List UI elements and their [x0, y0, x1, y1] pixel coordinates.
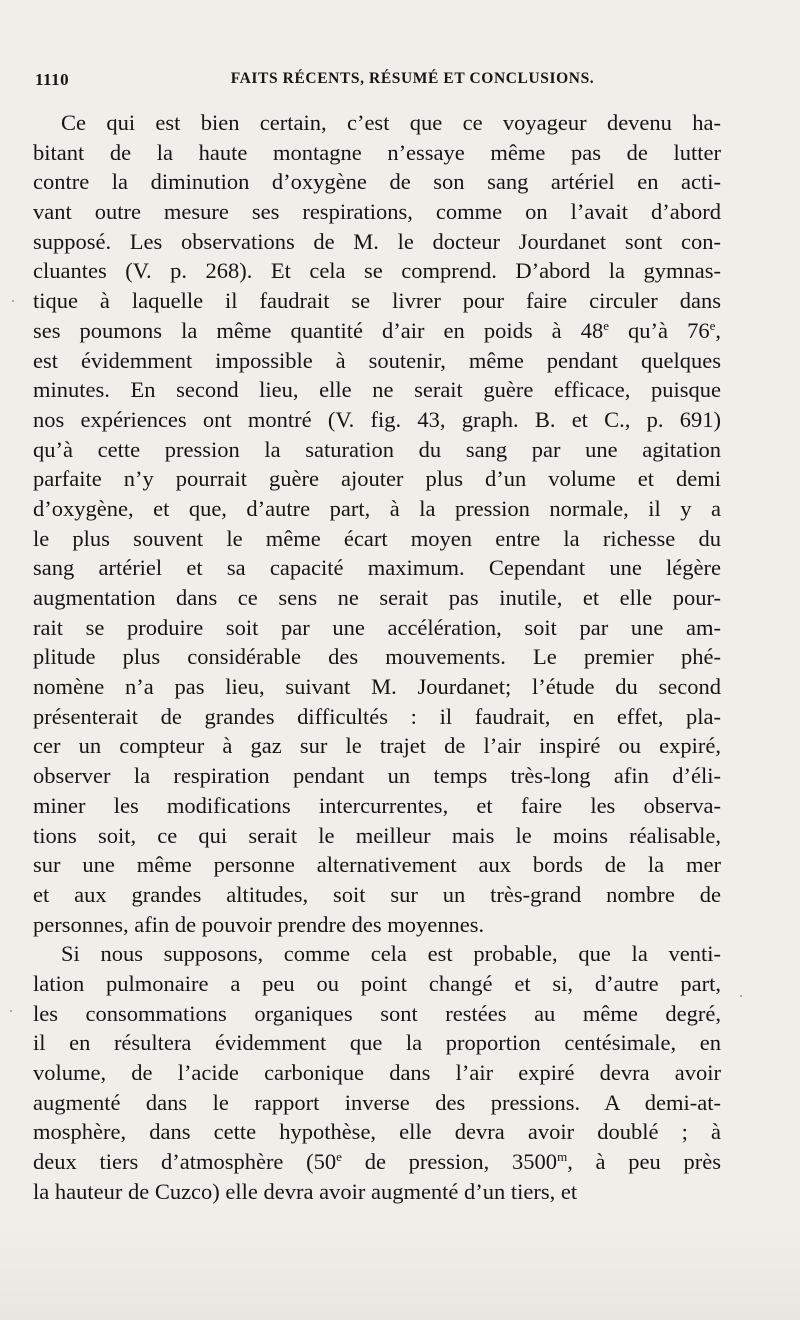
text-line — [33, 405, 721, 435]
paper-speck — [740, 995, 742, 997]
superscript: e — [603, 317, 609, 333]
text-line — [33, 1147, 721, 1177]
running-title: FAITS RÉCENTS, RÉSUMÉ ET CONCLUSIONS. — [230, 70, 595, 87]
text-segment: augmenté dans le rapport inverse des pressions. A demi-at- — [33, 1089, 721, 1115]
text-segment: bitant de la haute montagne n’essaye même pas de lutter — [33, 139, 721, 165]
text-line — [33, 435, 721, 465]
text-segment: augmentation dans ce sens ne serait pas inutile, et elle pour- — [33, 585, 721, 610]
text-line — [33, 880, 721, 910]
text-line — [33, 583, 721, 613]
text-segment: personnes, afin de pouvoir prendre des moyennes. — [33, 911, 485, 937]
page-bottom-shadow — [0, 1225, 800, 1320]
text-segment: , à peu près — [567, 1149, 722, 1175]
text-line — [33, 999, 721, 1029]
text-line — [33, 702, 721, 732]
text-line — [33, 1058, 721, 1088]
text-line — [33, 1088, 721, 1118]
text-line — [33, 108, 721, 138]
body-text — [33, 108, 721, 1206]
text-segment: Si nous supposons, comme cela est probable, que la venti- — [61, 941, 721, 967]
text-line — [33, 821, 721, 851]
text-segment: contre la diminution d’oxygène de son sang artériel en acti- — [33, 169, 721, 195]
text-segment: la hauteur de Cuzco) elle devra avoir augmenté d’un tiers, et — [33, 1178, 578, 1204]
text-segment: nomène n’a pas lieu, suivant M. Jourdanet; l’étude du second — [33, 674, 721, 700]
text-line — [33, 524, 721, 554]
text-line — [33, 197, 721, 227]
text-line — [33, 939, 721, 969]
text-line — [33, 761, 721, 791]
text-segment: plitude plus considérable des mouvements. Le premier phé- — [33, 644, 721, 670]
text-segment: rait se produire soit par une accélération, soit par une am- — [33, 614, 721, 640]
text-line — [33, 1177, 721, 1207]
text-line — [33, 286, 721, 316]
text-segment: deux tiers d’atmosphère (50 — [33, 1149, 337, 1175]
text-line — [33, 316, 721, 346]
superscript: e — [336, 1149, 342, 1165]
text-segment: cer un compteur à gaz sur le trajet de l’air inspiré ou expiré, — [33, 733, 721, 759]
text-segment: sang artériel et sa capacité maximum. Cependant une légère — [33, 555, 721, 581]
text-segment: observer la respiration pendant un temps très-long afin d’éli- — [33, 763, 721, 789]
text-line — [33, 346, 721, 376]
text-line — [33, 1117, 721, 1147]
text-line — [33, 613, 721, 643]
text-segment: et aux grandes altitudes, soit sur un très-grand nombre de — [33, 881, 721, 907]
text-segment: qu’à cette pression la saturation du sang par une agitation — [33, 436, 721, 462]
text-segment: est évidemment impossible à soutenir, même pendant quelques — [33, 347, 721, 373]
text-segment: tique à laquelle il faudrait se livrer pour faire circuler dans — [33, 288, 721, 314]
text-line — [33, 494, 721, 524]
text-segment: de pression, 3500 — [341, 1149, 558, 1175]
text-line — [33, 672, 721, 702]
text-segment: cluantes (V. p. 268). Et cela se comprend. D’abord la gymnas- — [33, 258, 721, 284]
text-segment: Ce qui est bien certain, c’est que ce voyageur devenu ha- — [61, 110, 721, 135]
text-line — [33, 791, 721, 821]
text-segment: qu’à 76 — [608, 317, 710, 343]
text-line — [33, 969, 721, 999]
text-line — [33, 464, 721, 494]
text-segment: présenterait de grandes difficultés : il faudrait, en effet, pla- — [33, 703, 721, 729]
text-line — [33, 731, 721, 761]
text-segment: supposé. Les observations de M. le docteur Jourdanet sont con- — [33, 228, 721, 254]
text-line — [33, 138, 721, 168]
superscript: m — [557, 1149, 568, 1165]
superscript: e — [709, 317, 716, 333]
text-segment: d’oxygène, et que, d’autre part, à la pression normale, il y a — [33, 495, 721, 521]
text-line — [33, 227, 721, 257]
paper-speck — [10, 1010, 12, 1012]
text-segment: vant outre mesure ses respirations, comme on l’avait d’abord — [33, 199, 721, 225]
text-line — [33, 256, 721, 286]
page-number: 1110 — [35, 70, 70, 89]
text-segment: minutes. En second lieu, elle ne serait guère efficace, puisque — [33, 377, 721, 403]
paper-speck — [12, 300, 14, 302]
text-line — [33, 167, 721, 197]
text-line — [33, 850, 721, 880]
text-segment: mosphère, dans cette hypothèse, elle devra avoir doublé ; à — [33, 1119, 721, 1145]
text-segment: lation pulmonaire a peu ou point changé et si, d’autre part, — [33, 970, 721, 996]
text-line — [33, 553, 721, 583]
text-line — [33, 1028, 721, 1058]
text-line — [33, 642, 721, 672]
text-line — [33, 910, 721, 940]
text-segment: , — [715, 317, 721, 343]
text-segment: il en résultera évidemment que la proportion centésimale, en — [33, 1030, 721, 1056]
text-segment: sur une même personne alternativement aux bords de la mer — [33, 852, 721, 878]
text-segment: miner les modifications intercurrentes, et faire les observa- — [33, 792, 721, 818]
text-segment: les consommations organiques sont restées au même degré, — [33, 1000, 721, 1026]
text-segment: tions soit, ce qui serait le meilleur mais le moins réalisable, — [33, 822, 721, 848]
text-segment: nos expériences ont montré (V. fig. 43, graph. B. et C., p. 691) — [33, 406, 721, 432]
text-segment: ses poumons la même quantité d’air en poids à 48 — [33, 317, 604, 343]
text-segment: volume, de l’acide carbonique dans l’air expiré devra avoir — [33, 1060, 721, 1085]
text-line — [33, 375, 721, 405]
page-header — [35, 70, 755, 100]
text-segment: le plus souvent le même écart moyen entre la richesse du — [33, 525, 721, 551]
text-segment: parfaite n’y pourrait guère ajouter plus d’un volume et demi — [33, 466, 721, 492]
